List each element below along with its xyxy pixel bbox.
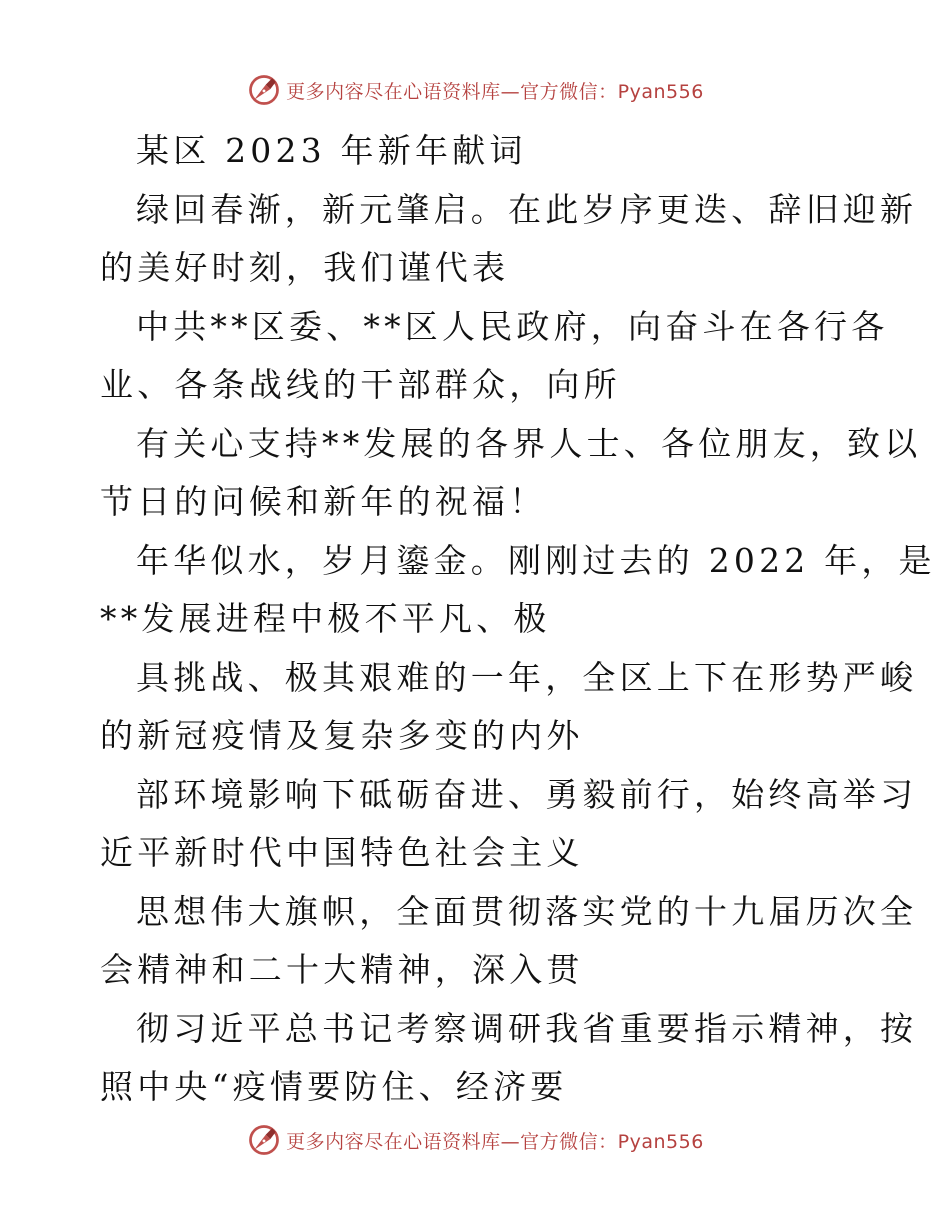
watermark-text: 更多内容尽在心语资料库—官方微信：Pyan556	[286, 80, 704, 103]
paragraph-line: 的新冠疫情及复杂多变的内外	[100, 716, 584, 755]
paragraph-line: 会精神和二十大精神，深入贯	[100, 950, 584, 989]
watermark-text: 更多内容尽在心语资料库—官方微信：Pyan556	[286, 1130, 704, 1153]
pen-nib-circle-icon	[246, 1122, 282, 1158]
document-body	[100, 122, 936, 1117]
document-title: 某区 2023 年新年献词	[136, 131, 527, 170]
paragraph-line: 彻习近平总书记考察调研我省重要指示精神，按	[136, 1008, 918, 1048]
paragraph-line: 有关心支持**发展的各界人士、各位朋友，致以	[136, 423, 922, 463]
paragraph-line: 思想伟大旗帜，全面贯彻落实党的十九届历次全	[136, 891, 918, 931]
header-watermark	[0, 72, 950, 108]
paragraph-line: 绿回春渐，新元肇启。在此岁序更迭、辞旧迎新	[136, 189, 918, 229]
paragraph-line: 具挑战、极其艰难的一年，全区上下在形势严峻	[136, 657, 918, 697]
pen-nib-circle-icon	[246, 72, 282, 108]
paragraph-line: 的美好时刻，我们谨代表	[100, 248, 510, 287]
paragraph-line: 中共**区委、**区人民政府，向奋斗在各行各	[136, 306, 889, 346]
paragraph-line: 节日的问候和新年的祝福！	[100, 482, 547, 521]
paragraph-line: 照中央“疫情要防住、经济要	[100, 1067, 568, 1106]
paragraph-line: 部环境影响下砥砺奋进、勇毅前行，始终高举习	[136, 774, 918, 814]
footer-watermark	[0, 1122, 950, 1158]
paragraph-line: **发展进程中极不平凡、极	[100, 599, 551, 638]
paragraph-line: 年华似水，岁月鎏金。刚刚过去的 2022 年，是	[136, 540, 936, 580]
paragraph-line: 近平新时代中国特色社会主义	[100, 833, 584, 872]
paragraph-line: 业、各条战线的干部群众，向所	[100, 365, 621, 404]
